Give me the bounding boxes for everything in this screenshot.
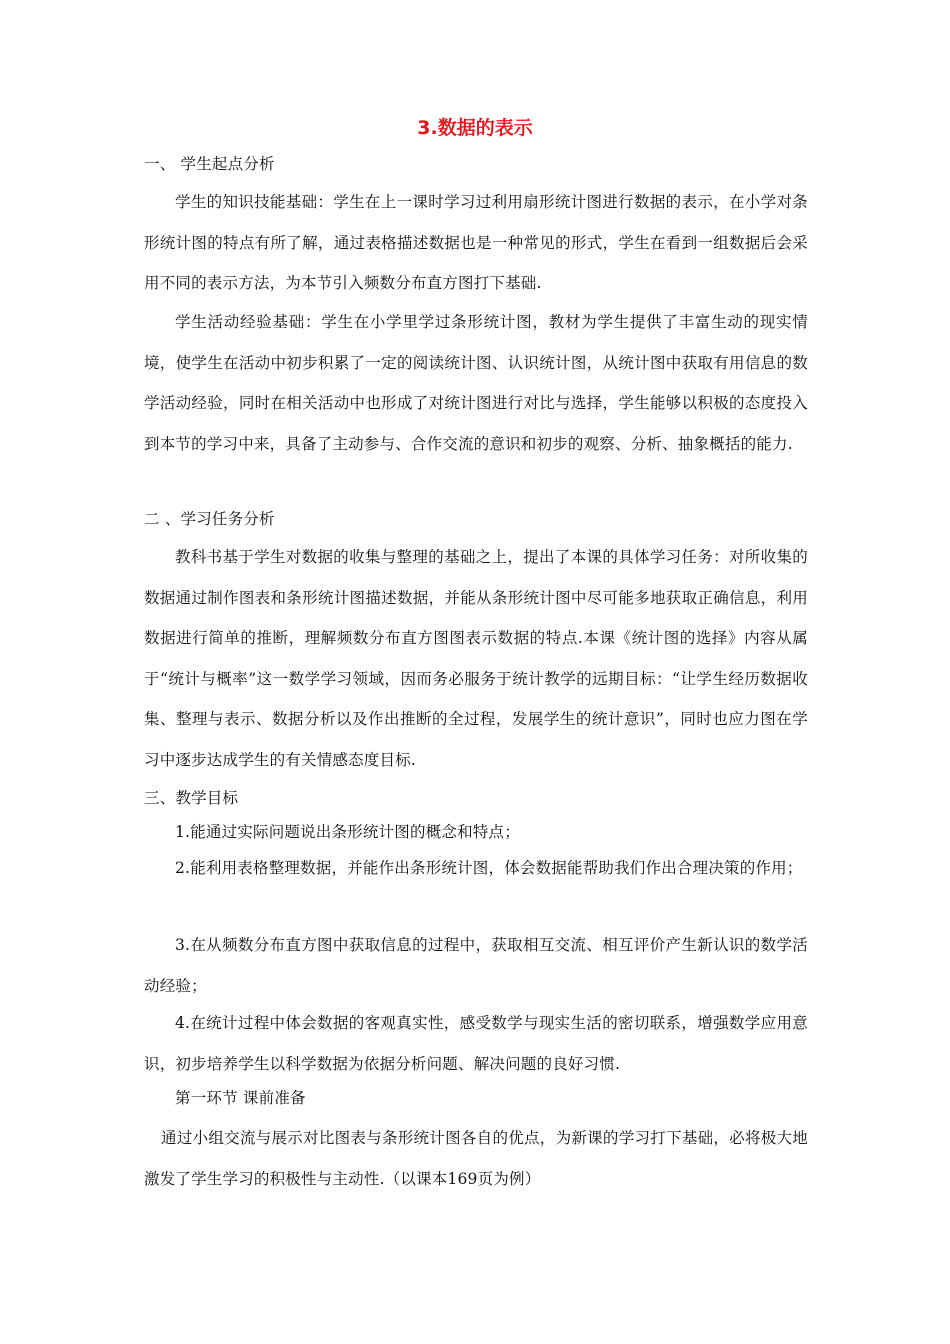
document-title: 3.数据的表示 bbox=[417, 117, 533, 139]
section-heading-task-analysis: 二 、学习任务分析 bbox=[144, 510, 275, 528]
section-heading-teaching-goals: 三、教学目标 bbox=[144, 789, 239, 807]
goal-item-4: 4.在统计过程中体会数据的客观真实性，感受数学与现实生活的密切联系，增强数学应用意识，初步培养学生以科学数据为依据分析问题、解决问题的良好习惯. bbox=[144, 1014, 808, 1073]
goal-item-3: 3.在从频数分布直方图中获取信息的过程中，获取相互交流、相互评价产生新认识的数学活动经验； bbox=[144, 936, 808, 995]
paragraph-activity-basis: 学生活动经验基础：学生在小学里学过条形统计图，教材为学生提供了丰富生动的现实情境，使学生在活动中初步积累了一定的阅读统计图、认识统计图，从统计图中获取有用信息的数学活动经验，同时在相关活动中也形成了对统计图进行对比与选择，学生能够以积极的态度投入到本节的学习中来，具备了主动参与、合作交流的意识和初步的观察、分析、抽象概括的能力. bbox=[144, 313, 808, 453]
subsection-heading-preparation: 第一环节 课前准备 bbox=[175, 1089, 306, 1107]
goal-item-1: 1.能通过实际问题说出条形统计图的概念和特点； bbox=[175, 823, 520, 841]
goal-item-2: 2.能利用表格整理数据，并能作出条形统计图，体会数据能帮助我们作出合理决策的作用； bbox=[175, 859, 803, 877]
paragraph-knowledge-basis: 学生的知识技能基础：学生在上一课时学习过利用扇形统计图进行数据的表示，在小学对条形统计图的特点有所了解，通过表格描述数据也是一种常见的形式，学生在看到一组数据后会采用不同的表示方法，为本节引入频数分布直方图打下基础. bbox=[144, 193, 808, 293]
paragraph-task-analysis: 教科书基于学生对数据的收集与整理的基础之上，提出了本课的具体学习任务：对所收集的数据通过制作图表和条形统计图描述数据，并能从条形统计图中尽可能多地获取正确信息，利用数据进行简单的推断，理解频数分布直方图图表示数据的特点.本课《统计图的选择》内容从属于“统计与概率”这一数学学习领域，因而务必服务于统计教学的远期目标：“让学生经历数据收集、整理与表示、数据分析以及作出推断的全过程，发展学生的统计意识”，同时也应力图在学习中逐步达成学生的有关情感态度目标. bbox=[144, 548, 808, 769]
section-heading-student-analysis: 一、 学生起点分析 bbox=[144, 155, 275, 173]
paragraph-preparation: 通过小组交流与展示对比图表与条形统计图各自的优点，为新课的学习打下基础，必将极大地激发了学生学习的积极性与主动性.（以课本169页为例） bbox=[144, 1129, 808, 1188]
